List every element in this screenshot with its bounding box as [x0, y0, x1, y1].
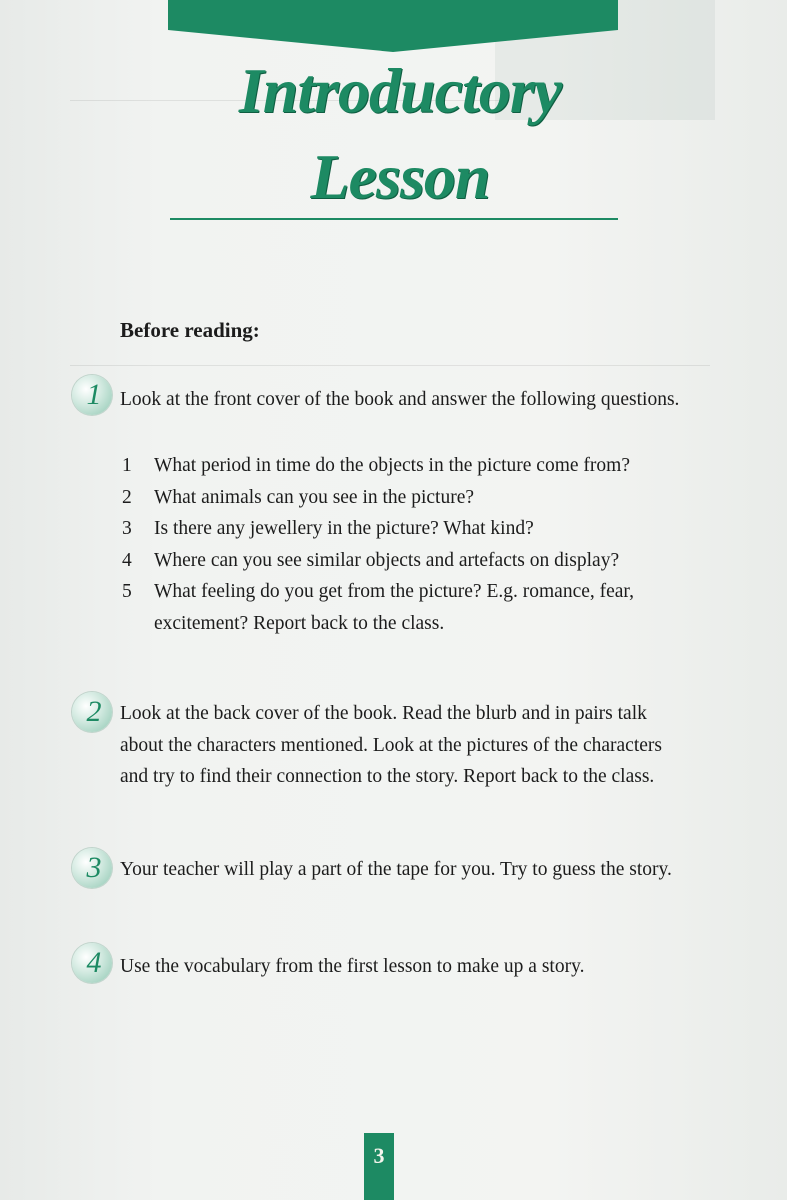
before-reading-heading: Before reading:	[120, 318, 260, 342]
question-text: Is there any jewellery in the picture? What kind?	[154, 518, 534, 539]
question-text: What period in time do the objects in the picture come from?	[154, 455, 630, 476]
header-banner	[168, 0, 618, 52]
question-number: 1	[122, 455, 132, 476]
title-line-2: Lesson	[310, 141, 490, 212]
page-number: 3	[373, 1143, 385, 1168]
task-number-badge	[72, 692, 112, 732]
task-number: 1	[86, 378, 102, 411]
question-text: What feeling do you get from the picture? E.g. romance, fear, excitement? Report back to the class.	[154, 581, 635, 634]
question-text: Where can you see similar objects and artefacts on display?	[154, 549, 620, 571]
question-number: 5	[122, 581, 132, 602]
question-item	[122, 513, 722, 545]
question-item	[122, 545, 722, 577]
question-text: What animals can you see in the picture?	[154, 486, 474, 508]
task-number: 4	[86, 946, 102, 979]
question-number: 3	[122, 518, 132, 539]
question-list	[122, 450, 722, 639]
task-2-text: Look at the back cover of the book. Read the blurb and in pairs talk about the characters mentioned. Look at the pictures of the characters and try to find their connection to the story. Report back to the class.	[120, 703, 662, 787]
task-number: 3	[86, 851, 102, 884]
task-number: 2	[86, 695, 102, 728]
task-number-badge	[72, 375, 112, 415]
task-3-text: Your teacher will play a part of the tape for you. Try to guess the story.	[120, 859, 672, 880]
question-number: 4	[122, 549, 132, 571]
question-item	[122, 482, 722, 514]
page-number-box	[364, 1133, 394, 1200]
bleed-through-line	[70, 365, 710, 366]
question-number: 2	[122, 486, 132, 508]
question-item	[122, 576, 722, 639]
task-number-badge	[72, 943, 112, 983]
title-line-1: Introductory	[238, 55, 562, 126]
task-1-text: Look at the front cover of the book and answer the following questions.	[120, 389, 680, 410]
task-number-badge	[72, 848, 112, 888]
title-underline	[170, 218, 618, 220]
question-item	[122, 450, 722, 482]
task-4-text: Use the vocabulary from the first lesson to make up a story.	[120, 956, 585, 977]
page-title	[150, 52, 650, 216]
